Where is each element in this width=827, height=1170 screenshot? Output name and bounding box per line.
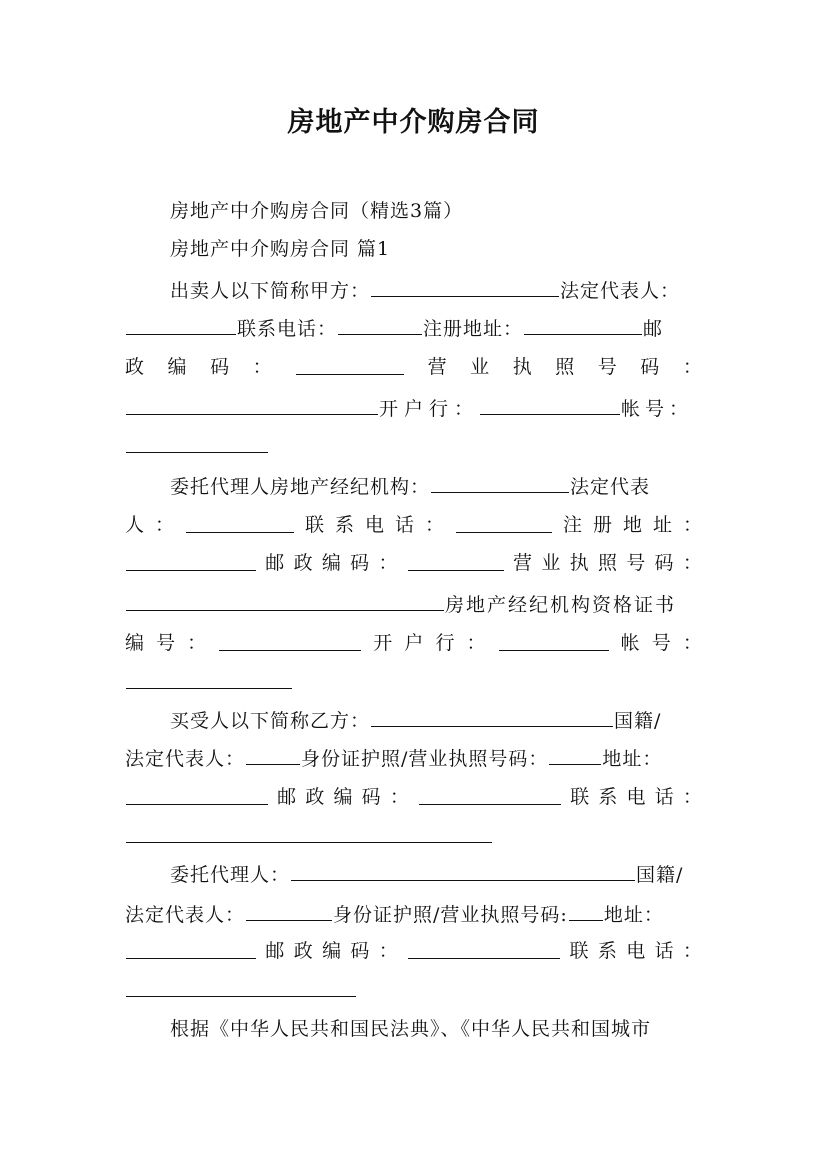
agent-account-blank[interactable] (126, 668, 292, 689)
buyer-agent-rep-label: 法定代表人： (125, 904, 246, 926)
text-char: 号 (626, 552, 647, 574)
buyer-agent-rep-blank[interactable] (246, 900, 332, 921)
agent-label: 委托代理人房地产经纪机构： (170, 476, 431, 498)
text-char: ： (682, 552, 703, 574)
buyer-address-blank[interactable] (126, 784, 268, 805)
buyer-id-line (125, 744, 703, 772)
seller-postal-line (125, 354, 703, 380)
license-number-blank[interactable] (126, 394, 378, 415)
buyer-agent-phone-line (125, 976, 703, 1004)
text-char: 政 (293, 552, 314, 574)
buyer-id-label: 身份证护照/营业执照号码： (301, 748, 549, 770)
buyer-postal-line (125, 784, 703, 810)
legal-basis-text: 根据《中华人民共和国民法典》、《中华人民共和国城市 (170, 1018, 652, 1040)
agent-contact-line (125, 512, 703, 538)
buyer-agent-address-label: 地址： (603, 904, 664, 926)
text-char: 地 (622, 514, 643, 536)
postal-prefix: 邮 (643, 318, 664, 340)
cert-number-blank[interactable] (219, 630, 361, 651)
text-char: 照 (597, 552, 618, 574)
section-heading (170, 236, 703, 262)
agent-bank-blank[interactable] (499, 630, 609, 651)
seller-contact-line (125, 314, 703, 342)
text-char: ： (424, 514, 445, 536)
text-char: 政 (293, 940, 314, 962)
agent-name-blank[interactable] (431, 472, 569, 493)
agent-bank-line (125, 630, 703, 656)
text-char: 电 (364, 514, 385, 536)
text-char: 编 (167, 356, 188, 378)
account-blank[interactable] (126, 432, 268, 453)
subtitle-text: 房地产中介购房合同（精选3篇） (170, 200, 464, 222)
seller-name-blank[interactable] (371, 276, 559, 297)
text-char: 联 (570, 786, 591, 808)
buyer-name-blank[interactable] (371, 706, 613, 727)
text-char: 码 (361, 786, 382, 808)
text-char: 人 (125, 514, 146, 536)
buyer-agent-nationality-label: 国籍/ (636, 864, 684, 886)
buyer-id-blank[interactable] (549, 744, 601, 765)
text-char: ： (682, 632, 703, 654)
text-char: 邮 (265, 552, 286, 574)
buyer-agent-id-line (125, 900, 703, 928)
text-char: 编 (125, 632, 146, 654)
text-char: 邮 (277, 786, 298, 808)
section-heading-text: 房地产中介购房合同 篇1 (170, 238, 391, 260)
agent-postal-blank[interactable] (408, 550, 504, 571)
text-char: 执 (569, 552, 590, 574)
text-char: ： (682, 514, 703, 536)
text-char: 执 (512, 356, 533, 378)
buyer-phone-blank[interactable] (126, 822, 492, 843)
subtitle-line (170, 198, 703, 224)
text-char: 册 (592, 514, 613, 536)
seller-label: 出卖人以下简称甲方： (170, 280, 371, 302)
buyer-agent-id-label: 身份证护照/营业执照号码: (333, 904, 568, 926)
text-char: 编 (322, 940, 343, 962)
legal-basis-line (170, 1016, 703, 1042)
text-char: 注 (562, 514, 583, 536)
text-char: 编 (321, 552, 342, 574)
text-char: 话 (654, 786, 675, 808)
buyer-label: 买受人以下简称乙方： (170, 710, 371, 732)
buyer-address-label: 地址： (602, 748, 663, 770)
seller-account-line (125, 432, 703, 460)
text-char: 照 (555, 356, 576, 378)
text-char: 系 (597, 940, 618, 962)
text-char: 号 (651, 632, 672, 654)
text-char: 联 (569, 940, 590, 962)
phone-blank[interactable] (338, 314, 422, 335)
text-char: 邮 (265, 940, 286, 962)
text-char: 行 (435, 632, 456, 654)
text-char: 电 (626, 940, 647, 962)
text-char: 码 (654, 552, 675, 574)
text-char: ： (155, 514, 176, 536)
bank-label: 开户行： (379, 398, 480, 420)
agent-rep-blank[interactable] (186, 512, 294, 533)
buyer-rep-blank[interactable] (246, 744, 300, 765)
text-char: ： (378, 552, 399, 574)
text-char: 联 (304, 514, 325, 536)
phone-label: 联系电话： (237, 318, 338, 340)
text-char: ： (252, 356, 273, 378)
agent-address-blank[interactable] (126, 550, 256, 571)
text-char: ： (682, 786, 703, 808)
text-char: 系 (598, 786, 619, 808)
buyer-rep-label: 法定代表人： (125, 748, 246, 770)
text-char: 话 (654, 940, 675, 962)
text-char: 址 (652, 514, 673, 536)
agent-license-blank[interactable] (126, 590, 444, 611)
buyer-agent-address-blank[interactable] (126, 938, 256, 959)
buyer-agent-line (170, 860, 703, 888)
buyer-postal-blank[interactable] (419, 784, 561, 805)
text-char: ： (682, 940, 703, 962)
text-char: 系 (334, 514, 355, 536)
text-char: 码 (350, 940, 371, 962)
buyer-agent-blank[interactable] (291, 860, 635, 881)
text-char: 编 (333, 786, 354, 808)
cert-label: 房地产经纪机构资格证书 (445, 594, 677, 616)
text-char: 营 (513, 552, 534, 574)
text-char: 电 (626, 786, 647, 808)
text-char: 帐 (620, 632, 641, 654)
account-label: 帐号： (621, 398, 694, 420)
text-char: 码 (210, 356, 231, 378)
buyer-line (170, 706, 703, 734)
agent-phone-blank[interactable] (456, 512, 552, 533)
legal-rep-blank[interactable] (126, 314, 236, 335)
text-char: ： (682, 356, 703, 378)
buyer-agent-postal-blank[interactable] (408, 938, 560, 959)
text-char: 码 (350, 552, 371, 574)
text-char: ： (389, 786, 410, 808)
text-char: 号 (156, 632, 177, 654)
address-label: 注册地址： (423, 318, 524, 340)
text-char: 码 (640, 356, 661, 378)
buyer-agent-label: 委托代理人： (170, 864, 291, 886)
text-char: 政 (125, 356, 146, 378)
legal-rep-label: 法定代表人： (560, 280, 681, 302)
postal-code-blank[interactable] (296, 354, 404, 375)
agent-cert-line (125, 590, 703, 618)
text-char: ： (466, 632, 487, 654)
text-char: ： (378, 940, 399, 962)
buyer-agent-phone-blank[interactable] (126, 976, 356, 997)
seller-bank-line (125, 394, 703, 422)
buyer-agent-postal-line (125, 938, 703, 964)
text-char: 户 (404, 632, 425, 654)
seller-line (170, 276, 703, 304)
text-char: 营 (427, 356, 448, 378)
nationality-label: 国籍/ (614, 710, 662, 732)
agent-postal-line (125, 550, 703, 576)
address-blank[interactable] (524, 314, 642, 335)
agent-line (170, 472, 703, 500)
text-char: 话 (394, 514, 415, 536)
agent-rep-label: 法定代表 (570, 476, 651, 498)
buyer-phone-line (125, 822, 703, 850)
text-char: 业 (541, 552, 562, 574)
bank-blank[interactable] (480, 394, 620, 415)
text-char: 开 (373, 632, 394, 654)
text-char: ： (187, 632, 208, 654)
agent-account-line (125, 668, 703, 696)
text-char: 政 (305, 786, 326, 808)
document-title: 房地产中介购房合同 (287, 107, 540, 138)
text-char: 业 (470, 356, 491, 378)
buyer-agent-id-blank[interactable] (569, 900, 603, 921)
text-char: 号 (597, 356, 618, 378)
